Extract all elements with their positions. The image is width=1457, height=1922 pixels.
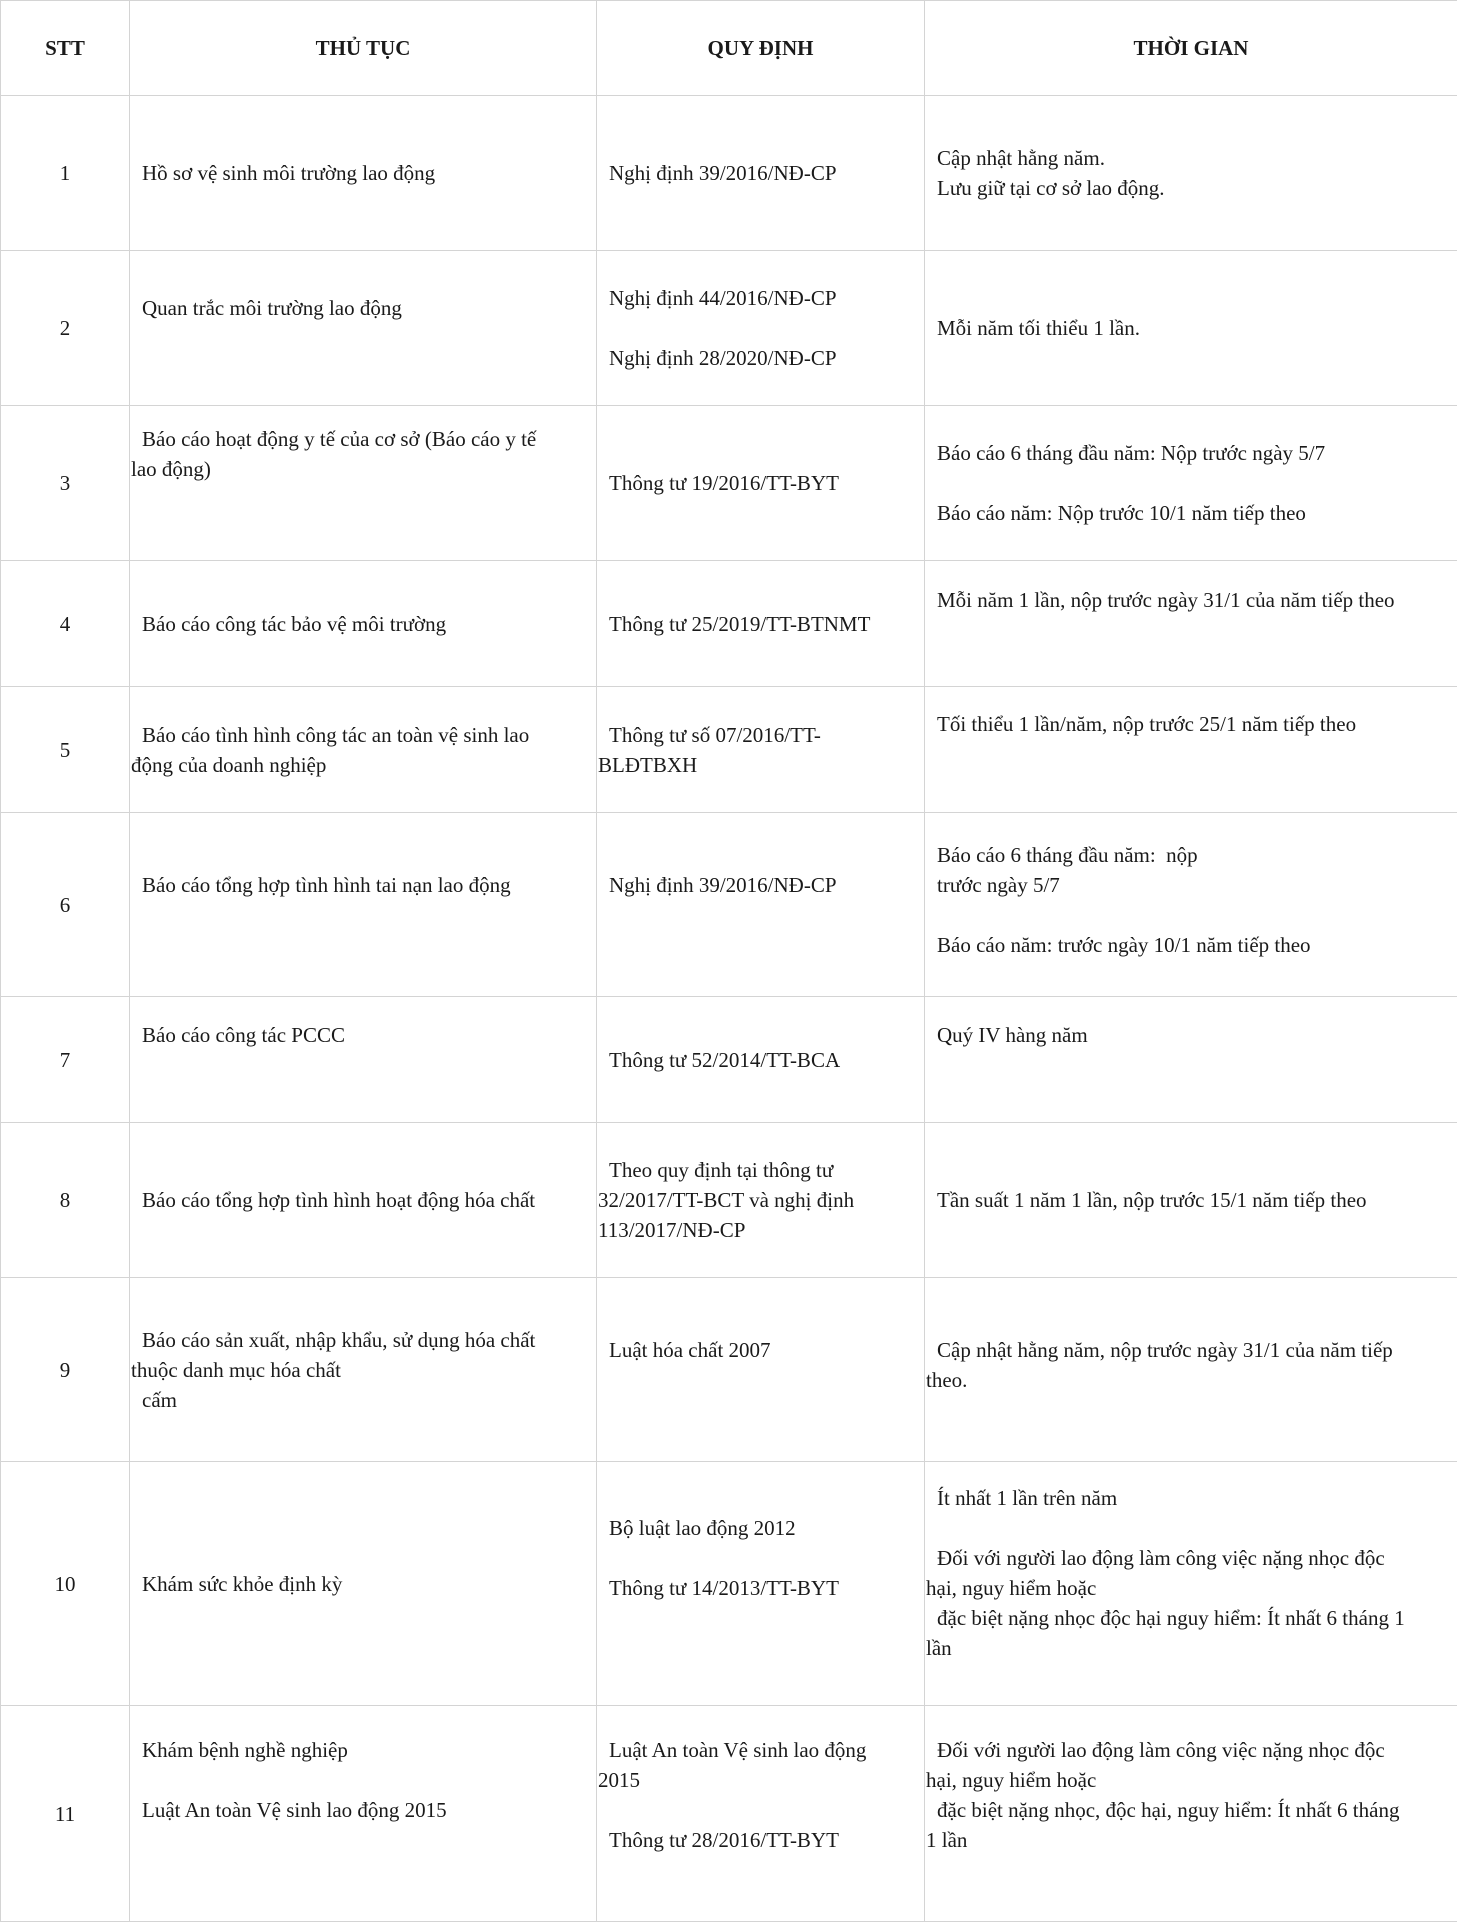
cell-stt: 5 [1,687,130,813]
cell-thu-tuc [130,406,597,561]
cell-text: Báo cáo tình hình công tác an toàn vệ sinh lao [142,720,592,750]
table-row [1,1123,1457,1278]
cell-text: Báo cáo 6 tháng đầu năm: Nộp trước ngày 5/7 [937,438,1453,468]
cell-stt: 11 [1,1706,130,1922]
cell-text: Nghị định 39/2016/NĐ-CP [609,870,920,900]
table-row [1,1706,1457,1922]
spacer [609,1795,920,1825]
cell-text: Báo cáo công tác bảo vệ môi trường [142,609,592,639]
cell-text: Quan trắc môi trường lao động [142,293,592,323]
cell-text: Mỗi năm tối thiểu 1 lần. [937,313,1453,343]
cell-text: trước ngày 5/7 [937,870,1453,900]
cell-quy-dinh [597,1123,925,1278]
cell-text: 2015 [598,1765,920,1795]
table-row [1,96,1457,251]
cell-text: Lưu giữ tại cơ sở lao động. [937,173,1453,203]
spacer [937,900,1453,930]
cell-text: Thông tư số 07/2016/TT- [609,720,920,750]
table-row [1,813,1457,997]
spacer [609,1543,920,1573]
cell-text: Khám bệnh nghề nghiệp [142,1735,592,1765]
cell-quy-dinh [597,96,925,251]
cell-thu-tuc [130,997,597,1123]
cell-quy-dinh [597,1706,925,1922]
cell-quy-dinh [597,406,925,561]
cell-quy-dinh [597,687,925,813]
table-row [1,1278,1457,1462]
cell-thoi-gian [925,1462,1457,1706]
cell-quy-dinh [597,997,925,1123]
cell-text: Nghị định 44/2016/NĐ-CP [609,283,920,313]
cell-text: Báo cáo năm: trước ngày 10/1 năm tiếp theo [937,930,1453,960]
cell-stt: 8 [1,1123,130,1278]
cell-text: Nghị định 39/2016/NĐ-CP [609,158,920,188]
cell-text: cấm [142,1385,592,1415]
cell-text: Hồ sơ vệ sinh môi trường lao động [142,158,592,188]
cell-text: lần [926,1633,1453,1663]
cell-text: đặc biệt nặng nhọc độc hại nguy hiểm: Ít nhất 6 tháng 1 [937,1603,1453,1633]
cell-stt: 3 [1,406,130,561]
cell-text: Báo cáo sản xuất, nhập khẩu, sử dụng hóa chất [142,1325,592,1355]
cell-text: Đối với người lao động làm công việc nặng nhọc độc [937,1735,1453,1765]
cell-text: thuộc danh mục hóa chất [131,1355,592,1385]
cell-thoi-gian [925,687,1457,813]
cell-text: Tần suất 1 năm 1 lần, nộp trước 15/1 năm tiếp theo [937,1185,1453,1215]
cell-text: Báo cáo tổng hợp tình hình tai nạn lao động [142,870,592,900]
cell-text: BLĐTBXH [598,750,920,780]
cell-stt: 1 [1,96,130,251]
cell-text: Luật An toàn Vệ sinh lao động 2015 [142,1795,592,1825]
cell-text: lao động) [131,454,592,484]
table-row [1,251,1457,406]
cell-text: Báo cáo công tác PCCC [142,1020,592,1050]
cell-text: Tối thiểu 1 lần/năm, nộp trước 25/1 năm tiếp theo [937,709,1453,739]
cell-thu-tuc [130,96,597,251]
cell-text: Cập nhật hằng năm, nộp trước ngày 31/1 của năm tiếp [937,1335,1453,1365]
cell-quy-dinh [597,813,925,997]
cell-quy-dinh [597,1462,925,1706]
cell-quy-dinh [597,1278,925,1462]
cell-thoi-gian [925,406,1457,561]
cell-text: Nghị định 28/2020/NĐ-CP [609,343,920,373]
cell-thu-tuc [130,1278,597,1462]
cell-thu-tuc [130,687,597,813]
cell-thoi-gian [925,96,1457,251]
cell-text: Ít nhất 1 lần trên năm [937,1483,1453,1513]
cell-thoi-gian [925,561,1457,687]
spacer [937,468,1453,498]
header-thu-tuc: THỦ TỤC [130,1,597,96]
cell-quy-dinh [597,561,925,687]
cell-thoi-gian [925,813,1457,997]
header-row [1,1,1457,96]
cell-quy-dinh [597,251,925,406]
cell-text: 32/2017/TT-BCT và nghị định [598,1185,920,1215]
cell-thu-tuc [130,1462,597,1706]
cell-text: Quý IV hàng năm [937,1020,1453,1050]
table-row [1,406,1457,561]
cell-text: Thông tư 28/2016/TT-BYT [609,1825,920,1855]
cell-text: Báo cáo tổng hợp tình hình hoạt động hóa chất [142,1185,592,1215]
cell-text: hại, nguy hiểm hoặc [926,1765,1453,1795]
cell-text: Cập nhật hằng năm. [937,143,1453,173]
cell-text: theo. [926,1365,1453,1395]
cell-thoi-gian [925,1278,1457,1462]
cell-text: đặc biệt nặng nhọc, độc hại, nguy hiểm: Ít nhất 6 tháng [937,1795,1453,1825]
spacer [937,1513,1453,1543]
cell-text: Báo cáo hoạt động y tế của cơ sở (Báo cáo y tế [142,424,592,454]
cell-stt: 9 [1,1278,130,1462]
cell-text: Thông tư 52/2014/TT-BCA [609,1045,920,1075]
cell-text: hại, nguy hiểm hoặc [926,1573,1453,1603]
cell-text: Theo quy định tại thông tư [609,1155,920,1185]
cell-thu-tuc [130,813,597,997]
cell-text: Đối với người lao động làm công việc nặng nhọc độc [937,1543,1453,1573]
header-quy-dinh: QUY ĐỊNH [597,1,925,96]
cell-thu-tuc [130,1123,597,1278]
cell-stt: 2 [1,251,130,406]
cell-text: Khám sức khỏe định kỳ [142,1569,592,1599]
header-thoi-gian: THỜI GIAN [925,1,1457,96]
header-stt: STT [1,1,130,96]
cell-thu-tuc [130,561,597,687]
cell-thu-tuc [130,251,597,406]
cell-thoi-gian [925,1123,1457,1278]
cell-thoi-gian [925,1706,1457,1922]
cell-stt: 10 [1,1462,130,1706]
cell-text: Báo cáo năm: Nộp trước 10/1 năm tiếp theo [937,498,1453,528]
cell-thu-tuc [130,1706,597,1922]
cell-stt: 6 [1,813,130,997]
cell-text: Thông tư 19/2016/TT-BYT [609,468,920,498]
cell-thoi-gian [925,997,1457,1123]
cell-stt: 4 [1,561,130,687]
cell-text: 113/2017/NĐ-CP [598,1215,920,1245]
spacer [609,313,920,343]
cell-text: Mỗi năm 1 lần, nộp trước ngày 31/1 của năm tiếp theo [937,585,1453,615]
cell-text: Thông tư 25/2019/TT-BTNMT [609,609,920,639]
cell-thoi-gian [925,251,1457,406]
table-row [1,561,1457,687]
cell-text: Luật hóa chất 2007 [609,1335,920,1365]
cell-text: 1 lần [926,1825,1453,1855]
cell-stt: 7 [1,997,130,1123]
cell-text: Bộ luật lao động 2012 [609,1513,920,1543]
table-row [1,997,1457,1123]
cell-text: Báo cáo 6 tháng đầu năm: nộp [937,840,1453,870]
table-row [1,1462,1457,1706]
table-row [1,687,1457,813]
cell-text: động của doanh nghiệp [131,750,592,780]
cell-text: Luật An toàn Vệ sinh lao động [609,1735,920,1765]
spacer [142,1765,592,1795]
cell-text: Thông tư 14/2013/TT-BYT [609,1573,920,1603]
